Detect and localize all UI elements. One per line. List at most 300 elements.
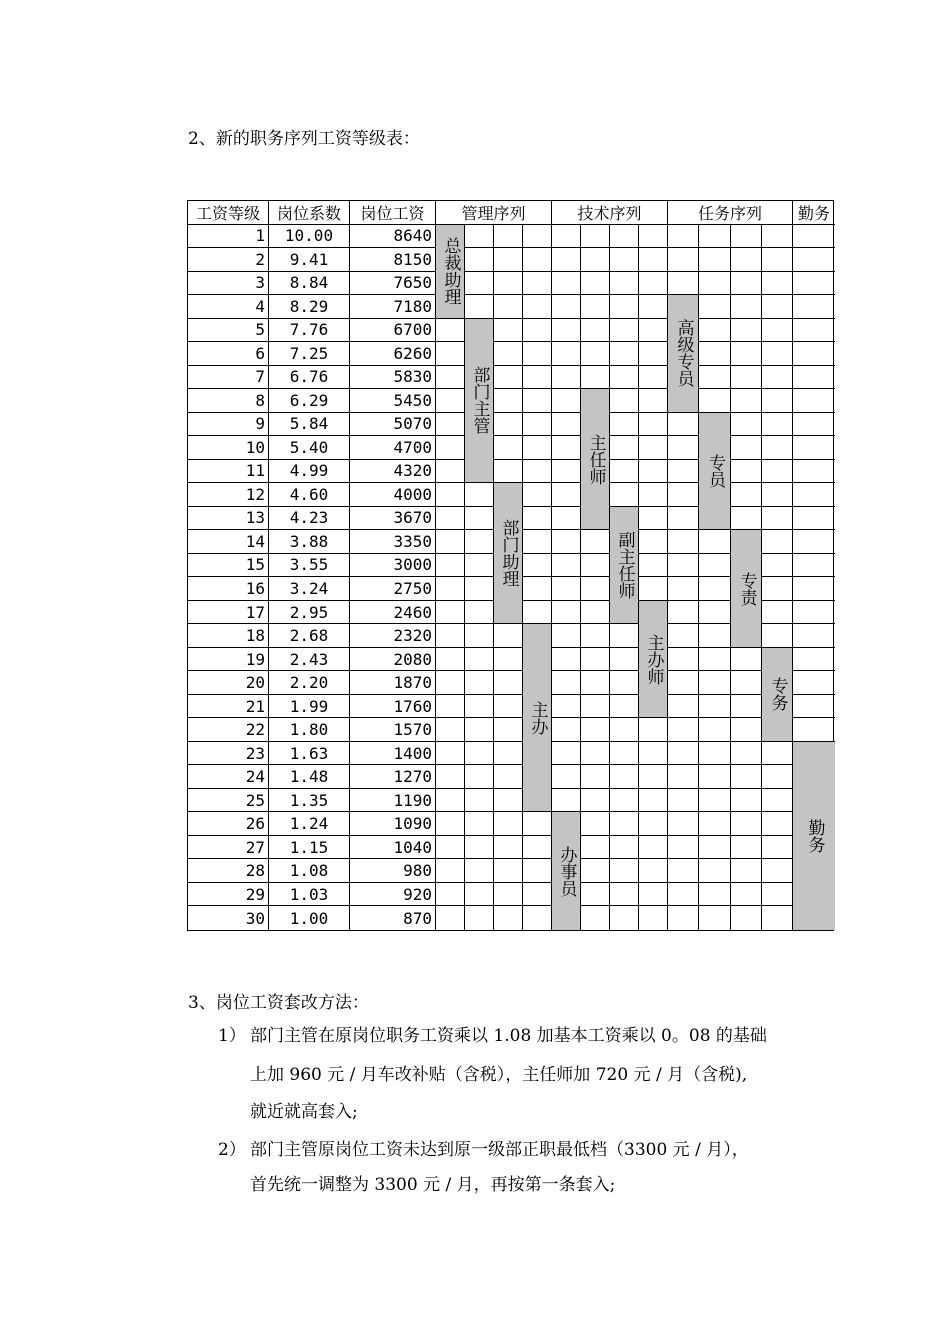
table-cell-empty — [731, 742, 762, 766]
table-cell-empty — [436, 859, 465, 883]
table-cell-empty — [436, 413, 465, 437]
table-cell-coef: 7.76 — [269, 319, 350, 343]
table-cell-empty — [436, 789, 465, 813]
table-cell-empty — [581, 883, 610, 907]
table-cell-level: 30 — [188, 906, 269, 930]
table-cell-empty — [699, 248, 731, 272]
table-cell-empty — [523, 366, 552, 390]
table-cell-empty — [610, 812, 639, 836]
table-cell-empty — [699, 718, 731, 742]
table-cell-empty — [699, 836, 731, 860]
position-band — [494, 483, 523, 624]
table-cell-coef: 3.88 — [269, 530, 350, 554]
table-cell-empty — [668, 742, 699, 766]
table-cell-salary: 2460 — [350, 601, 436, 625]
table-cell-empty — [731, 836, 762, 860]
table-cell-salary: 1760 — [350, 695, 436, 719]
table-cell-salary: 870 — [350, 906, 436, 930]
table-cell-empty — [793, 483, 835, 507]
table-cell-empty — [465, 225, 494, 249]
table-cell-empty — [668, 436, 699, 460]
table-cell-empty — [552, 272, 581, 296]
table-cell-empty — [494, 342, 523, 366]
table-cell-empty — [610, 742, 639, 766]
table-cell-empty — [581, 742, 610, 766]
table-cell-empty — [793, 624, 835, 648]
table-cell-empty — [668, 601, 699, 625]
table-cell-empty — [581, 577, 610, 601]
table-cell-empty — [699, 742, 731, 766]
table-cell-empty — [793, 460, 835, 484]
table-cell-empty — [465, 742, 494, 766]
table-cell-empty — [494, 460, 523, 484]
table-cell-empty — [731, 460, 762, 484]
table-cell-level: 14 — [188, 530, 269, 554]
table-cell-empty — [552, 507, 581, 531]
table-cell-empty — [465, 248, 494, 272]
table-cell-empty — [523, 436, 552, 460]
table-cell-empty — [552, 413, 581, 437]
table-cell-empty — [610, 836, 639, 860]
table-cell-empty — [436, 577, 465, 601]
table-cell-empty — [436, 883, 465, 907]
table-cell-empty — [762, 906, 793, 930]
table-cell-empty — [762, 577, 793, 601]
table-cell-empty — [699, 272, 731, 296]
table-cell-empty — [668, 248, 699, 272]
table-cell-empty — [523, 483, 552, 507]
table-cell-empty — [465, 859, 494, 883]
table-cell-coef: 5.84 — [269, 413, 350, 437]
position-band-label: 专务 — [767, 677, 788, 712]
table-cell-empty — [668, 624, 699, 648]
table-cell-empty — [581, 530, 610, 554]
table-cell-empty — [436, 671, 465, 695]
table-cell-empty — [793, 648, 835, 672]
position-band — [731, 530, 762, 648]
table-cell-empty — [639, 225, 668, 249]
method-item-1 — [218, 1025, 767, 1125]
table-cell-empty — [762, 319, 793, 343]
table-header-cell: 岗位系数 — [269, 201, 350, 225]
table-cell-salary: 7180 — [350, 295, 436, 319]
table-cell-empty — [610, 789, 639, 813]
table-cell-empty — [793, 530, 835, 554]
table-cell-empty — [494, 671, 523, 695]
table-cell-empty — [668, 718, 699, 742]
table-cell-level: 22 — [188, 718, 269, 742]
table-cell-empty — [699, 389, 731, 413]
table-cell-empty — [793, 413, 835, 437]
table-cell-salary: 2080 — [350, 648, 436, 672]
table-cell-empty — [699, 295, 731, 319]
table-cell-empty — [581, 624, 610, 648]
table-cell-empty — [436, 812, 465, 836]
table-cell-salary: 4000 — [350, 483, 436, 507]
table-cell-empty — [793, 366, 835, 390]
table-cell-empty — [436, 483, 465, 507]
table-cell-empty — [639, 718, 668, 742]
method-item-line: 上加 960 元 / 月车改补贴（含税），主任师加 720 元 / 月（含税), — [250, 1065, 748, 1085]
table-cell-salary: 1570 — [350, 718, 436, 742]
table-cell-salary: 6700 — [350, 319, 436, 343]
table-cell-empty — [699, 601, 731, 625]
table-cell-empty — [731, 718, 762, 742]
table-cell-empty — [793, 436, 835, 460]
table-cell-empty — [639, 436, 668, 460]
table-cell-level: 7 — [188, 366, 269, 390]
table-cell-empty — [610, 906, 639, 930]
table-cell-empty — [610, 483, 639, 507]
position-band — [668, 295, 699, 413]
table-cell-empty — [668, 812, 699, 836]
table-cell-empty — [494, 718, 523, 742]
table-cell-empty — [731, 225, 762, 249]
table-cell-empty — [731, 389, 762, 413]
table-cell-coef: 3.55 — [269, 554, 350, 578]
table-cell-coef: 1.00 — [269, 906, 350, 930]
table-cell-level: 6 — [188, 342, 269, 366]
position-band-label: 总裁助理 — [440, 237, 461, 306]
table-cell-empty — [465, 812, 494, 836]
table-cell-salary: 5450 — [350, 389, 436, 413]
table-cell-empty — [762, 389, 793, 413]
table-cell-salary: 2750 — [350, 577, 436, 601]
table-cell-empty — [552, 342, 581, 366]
table-cell-empty — [581, 601, 610, 625]
table-cell-empty — [436, 436, 465, 460]
table-cell-empty — [581, 272, 610, 296]
table-cell-empty — [793, 319, 835, 343]
table-cell-empty — [581, 366, 610, 390]
table-cell-coef: 5.40 — [269, 436, 350, 460]
table-cell-empty — [668, 765, 699, 789]
table-cell-coef: 2.68 — [269, 624, 350, 648]
table-cell-empty — [762, 248, 793, 272]
table-cell-level: 16 — [188, 577, 269, 601]
table-cell-coef: 6.76 — [269, 366, 350, 390]
table-cell-empty — [494, 695, 523, 719]
table-header-cell: 管理序列 — [436, 201, 552, 225]
table-cell-empty — [552, 436, 581, 460]
table-cell-empty — [668, 460, 699, 484]
table-cell-empty — [668, 225, 699, 249]
table-cell-empty — [581, 812, 610, 836]
table-cell-coef: 3.24 — [269, 577, 350, 601]
position-band — [639, 601, 668, 719]
table-cell-empty — [762, 413, 793, 437]
table-cell-empty — [668, 906, 699, 930]
table-cell-empty — [494, 742, 523, 766]
table-cell-level: 23 — [188, 742, 269, 766]
section-2-title: 2、新的职务序列工资等级表： — [188, 129, 420, 149]
table-cell-empty — [639, 906, 668, 930]
table-cell-empty — [465, 789, 494, 813]
table-cell-salary: 1870 — [350, 671, 436, 695]
table-cell-empty — [523, 836, 552, 860]
position-band-label: 部门助理 — [498, 519, 519, 588]
table-cell-empty — [581, 906, 610, 930]
table-cell-empty — [465, 883, 494, 907]
table-cell-empty — [610, 342, 639, 366]
table-cell-empty — [494, 272, 523, 296]
table-cell-salary: 1040 — [350, 836, 436, 860]
table-cell-empty — [523, 225, 552, 249]
table-cell-empty — [552, 319, 581, 343]
table-cell-empty — [668, 789, 699, 813]
table-cell-level: 2 — [188, 248, 269, 272]
table-cell-level: 21 — [188, 695, 269, 719]
table-cell-level: 28 — [188, 859, 269, 883]
position-band-label: 副主任师 — [614, 530, 635, 599]
table-cell-level: 17 — [188, 601, 269, 625]
position-band — [762, 648, 793, 742]
table-cell-empty — [494, 248, 523, 272]
table-cell-empty — [523, 906, 552, 930]
table-cell-empty — [436, 601, 465, 625]
table-cell-empty — [436, 460, 465, 484]
table-cell-empty — [552, 460, 581, 484]
table-cell-coef: 4.23 — [269, 507, 350, 531]
table-cell-empty — [610, 272, 639, 296]
table-cell-empty — [494, 624, 523, 648]
table-cell-empty — [494, 883, 523, 907]
position-band — [581, 389, 610, 530]
table-cell-empty — [639, 366, 668, 390]
table-cell-empty — [610, 624, 639, 648]
table-cell-empty — [668, 530, 699, 554]
table-cell-level: 3 — [188, 272, 269, 296]
table-cell-empty — [494, 789, 523, 813]
table-cell-coef: 1.15 — [269, 836, 350, 860]
table-cell-empty — [523, 601, 552, 625]
table-cell-level: 29 — [188, 883, 269, 907]
table-cell-empty — [699, 789, 731, 813]
position-band-label: 勤务 — [804, 818, 825, 853]
table-cell-empty — [639, 460, 668, 484]
table-cell-empty — [731, 859, 762, 883]
table-cell-coef: 6.29 — [269, 389, 350, 413]
table-cell-empty — [436, 695, 465, 719]
table-cell-empty — [639, 342, 668, 366]
table-cell-salary: 4320 — [350, 460, 436, 484]
table-cell-empty — [610, 671, 639, 695]
table-cell-empty — [639, 836, 668, 860]
table-cell-empty — [581, 248, 610, 272]
table-cell-empty — [668, 883, 699, 907]
table-cell-empty — [581, 695, 610, 719]
table-cell-empty — [552, 389, 581, 413]
table-cell-empty — [639, 413, 668, 437]
table-cell-empty — [436, 648, 465, 672]
table-cell-empty — [731, 483, 762, 507]
table-cell-empty — [699, 648, 731, 672]
table-cell-salary: 980 — [350, 859, 436, 883]
table-cell-empty — [610, 248, 639, 272]
table-cell-empty — [668, 695, 699, 719]
table-cell-salary: 5070 — [350, 413, 436, 437]
table-cell-salary: 7650 — [350, 272, 436, 296]
table-cell-empty — [699, 577, 731, 601]
table-cell-empty — [762, 765, 793, 789]
table-cell-empty — [699, 319, 731, 343]
table-cell-level: 13 — [188, 507, 269, 531]
table-cell-empty — [465, 272, 494, 296]
table-cell-empty — [731, 272, 762, 296]
table-cell-empty — [552, 648, 581, 672]
table-cell-empty — [639, 295, 668, 319]
table-cell-coef: 2.95 — [269, 601, 350, 625]
table-cell-empty — [639, 859, 668, 883]
table-cell-empty — [552, 789, 581, 813]
table-cell-empty — [793, 601, 835, 625]
table-cell-level: 20 — [188, 671, 269, 695]
table-cell-empty — [523, 859, 552, 883]
table-cell-empty — [793, 695, 835, 719]
table-cell-empty — [762, 436, 793, 460]
table-cell-empty — [793, 507, 835, 531]
table-cell-empty — [762, 295, 793, 319]
table-cell-coef: 10.00 — [269, 225, 350, 249]
table-cell-coef: 1.08 — [269, 859, 350, 883]
table-cell-empty — [523, 413, 552, 437]
table-cell-empty — [699, 342, 731, 366]
table-header-cell: 岗位工资 — [350, 201, 436, 225]
position-band-label: 专员 — [705, 453, 725, 488]
position-band — [436, 225, 465, 319]
table-cell-salary: 3670 — [350, 507, 436, 531]
table-cell-coef: 1.35 — [269, 789, 350, 813]
table-cell-level: 25 — [188, 789, 269, 813]
table-cell-empty — [523, 507, 552, 531]
table-cell-salary: 3350 — [350, 530, 436, 554]
table-cell-empty — [436, 530, 465, 554]
table-cell-level: 15 — [188, 554, 269, 578]
salary-grade-table — [187, 200, 834, 931]
table-cell-empty — [436, 366, 465, 390]
table-cell-empty — [436, 906, 465, 930]
table-cell-empty — [552, 624, 581, 648]
table-cell-empty — [699, 765, 731, 789]
table-cell-empty — [731, 342, 762, 366]
table-cell-coef: 1.48 — [269, 765, 350, 789]
table-cell-coef: 4.99 — [269, 460, 350, 484]
table-cell-salary: 1190 — [350, 789, 436, 813]
table-cell-empty — [465, 554, 494, 578]
table-cell-empty — [793, 342, 835, 366]
table-cell-empty — [762, 507, 793, 531]
table-cell-empty — [639, 483, 668, 507]
table-cell-empty — [581, 859, 610, 883]
table-cell-empty — [793, 389, 835, 413]
table-cell-level: 8 — [188, 389, 269, 413]
table-cell-empty — [494, 906, 523, 930]
section-3-title: 3、岗位工资套改方法： — [188, 993, 369, 1013]
table-cell-empty — [639, 765, 668, 789]
table-cell-empty — [668, 648, 699, 672]
table-cell-empty — [610, 718, 639, 742]
table-cell-empty — [610, 389, 639, 413]
table-cell-empty — [610, 366, 639, 390]
table-cell-salary: 8150 — [350, 248, 436, 272]
table-cell-empty — [581, 765, 610, 789]
table-cell-coef: 8.84 — [269, 272, 350, 296]
method-item-line: 首先统一调整为 3300 元 / 月，再按第一条套入; — [250, 1175, 616, 1195]
table-cell-empty — [610, 295, 639, 319]
table-cell-empty — [731, 248, 762, 272]
position-band — [552, 812, 581, 930]
table-cell-empty — [523, 554, 552, 578]
table-cell-empty — [762, 789, 793, 813]
table-cell-empty — [465, 507, 494, 531]
table-header-cell: 工资等级 — [188, 201, 269, 225]
table-cell-empty — [523, 812, 552, 836]
table-cell-empty — [552, 366, 581, 390]
table-cell-empty — [731, 765, 762, 789]
table-cell-empty — [436, 765, 465, 789]
table-cell-empty — [731, 906, 762, 930]
table-cell-empty — [731, 812, 762, 836]
table-cell-empty — [639, 248, 668, 272]
table-cell-salary: 4700 — [350, 436, 436, 460]
position-band-label: 主任师 — [585, 433, 606, 485]
table-cell-empty — [581, 319, 610, 343]
table-cell-empty — [581, 342, 610, 366]
table-cell-empty — [494, 295, 523, 319]
table-cell-empty — [494, 648, 523, 672]
table-cell-empty — [610, 436, 639, 460]
table-cell-empty — [581, 554, 610, 578]
method-item-line: 部门主管在原岗位职务工资乘以 1.08 加基本工资乘以 0。08 的基础 — [250, 1026, 767, 1046]
table-cell-empty — [523, 319, 552, 343]
position-band-label: 专责 — [736, 571, 757, 606]
method-item-line: 部门主管原岗位工资未达到原一级部正职最低档（3300 元 / 月）， — [250, 1140, 749, 1160]
table-cell-empty — [762, 483, 793, 507]
table-cell-empty — [552, 295, 581, 319]
method-item-number: 2） — [218, 1140, 246, 1160]
table-cell-empty — [793, 225, 835, 249]
table-cell-empty — [762, 859, 793, 883]
position-band-label: 部门主管 — [469, 366, 490, 435]
table-cell-empty — [494, 765, 523, 789]
table-cell-empty — [610, 695, 639, 719]
position-band — [465, 319, 494, 484]
table-cell-empty — [436, 319, 465, 343]
table-cell-level: 24 — [188, 765, 269, 789]
table-cell-level: 11 — [188, 460, 269, 484]
table-cell-empty — [436, 742, 465, 766]
table-cell-empty — [668, 554, 699, 578]
table-cell-level: 26 — [188, 812, 269, 836]
table-cell-empty — [552, 601, 581, 625]
table-cell-empty — [523, 248, 552, 272]
table-cell-salary: 920 — [350, 883, 436, 907]
table-cell-empty — [494, 812, 523, 836]
position-band-label: 主办师 — [643, 633, 664, 685]
table-cell-empty — [793, 554, 835, 578]
table-cell-empty — [699, 624, 731, 648]
table-cell-coef: 1.24 — [269, 812, 350, 836]
table-cell-empty — [581, 295, 610, 319]
table-cell-empty — [552, 225, 581, 249]
table-cell-empty — [699, 883, 731, 907]
table-cell-empty — [762, 530, 793, 554]
table-cell-empty — [668, 272, 699, 296]
method-item-line: 就近就高套入; — [250, 1102, 358, 1122]
table-cell-empty — [639, 577, 668, 601]
table-cell-empty — [465, 601, 494, 625]
table-header-cell: 勤务 — [793, 201, 835, 225]
